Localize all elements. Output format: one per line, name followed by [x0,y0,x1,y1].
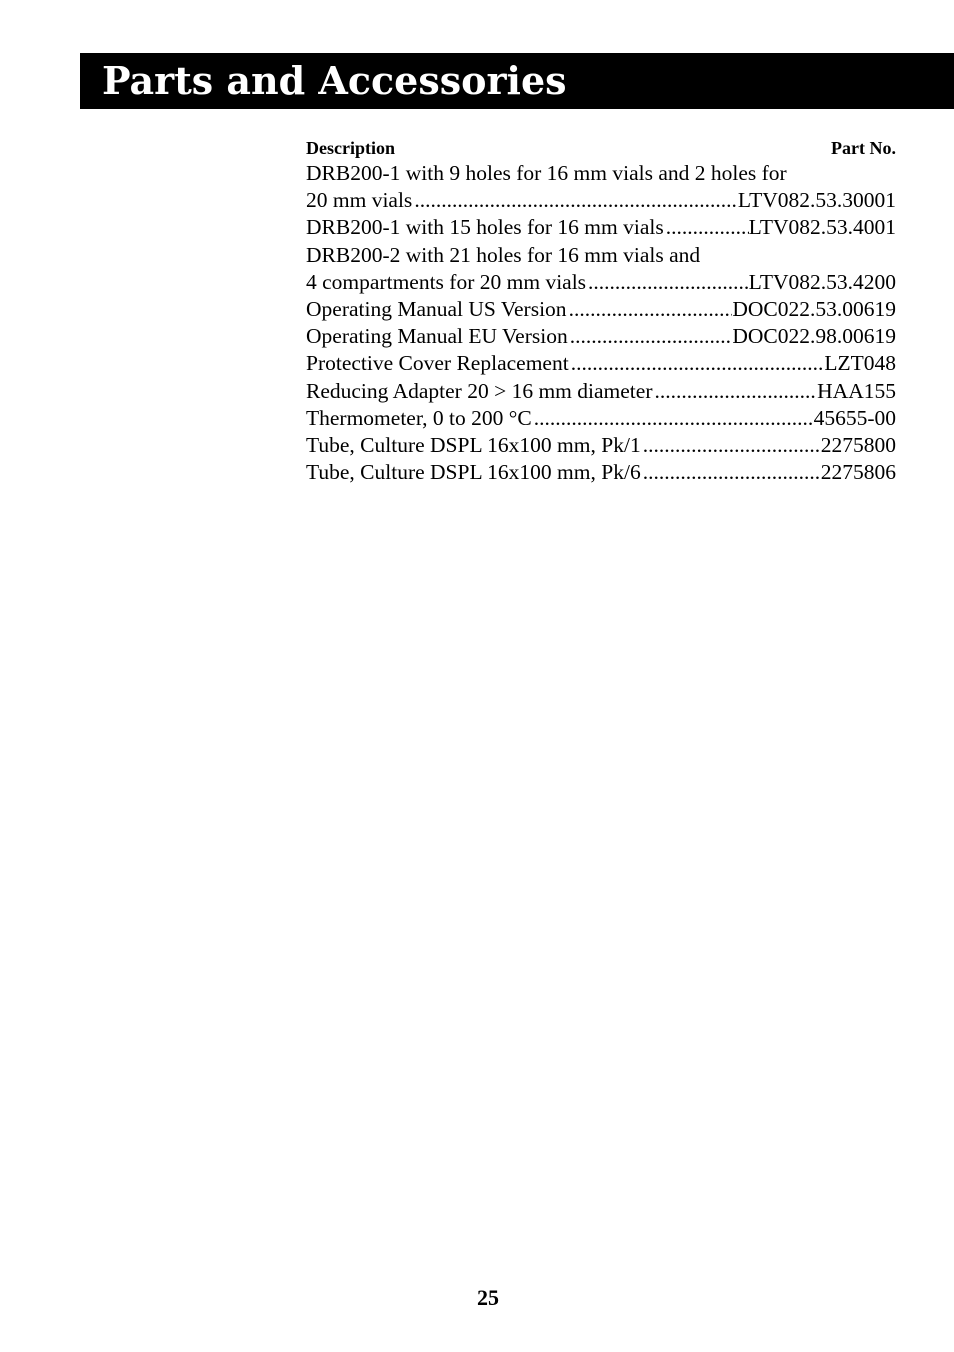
row-first-line [306,242,896,269]
page-title-bar [80,53,954,109]
dot-leader [653,378,818,405]
table-row [306,350,896,377]
row-description: DRB200-1 with 15 holes for 16 mm vials [306,215,664,240]
row-main-line [306,269,896,296]
dot-leader [532,405,814,432]
column-header-part-no: Part No. [831,138,896,158]
dot-leader [569,350,825,377]
row-part-no: 2275806 [820,460,896,485]
table-row [306,214,896,241]
table-row [306,405,896,432]
row-description-line1: DRB200-1 with 9 holes for 16 mm vials and 2 holes for [306,161,787,185]
row-description: Reducing Adapter 20 > 16 mm diameter [306,378,653,403]
dot-leader [586,269,749,296]
row-part-no: LTV082.53.4200 [748,269,896,294]
row-main-line [306,296,896,323]
parts-table [306,136,896,486]
dot-leader [641,432,821,459]
table-row [306,378,896,405]
table-header [306,136,896,160]
table-row [306,459,896,486]
row-main-line [306,459,896,486]
row-main-line [306,214,896,241]
dot-leader [641,459,821,486]
row-description: Operating Manual US Version [306,296,567,321]
column-header-description: Description [306,138,395,158]
row-first-line [306,160,896,187]
row-part-no: HAA155 [817,378,896,403]
page-number: 25 [477,1285,499,1310]
row-main-line [306,378,896,405]
row-description: 20 mm vials [306,188,413,213]
dot-leader [664,214,749,241]
row-part-no: DOC022.98.00619 [732,324,896,349]
table-row [306,323,896,350]
row-description: Tube, Culture DSPL 16x100 mm, Pk/1 [306,432,641,457]
row-part-no: LTV082.53.4001 [748,215,896,240]
row-part-no: LTV082.53.30001 [737,188,896,213]
row-description-line1: DRB200-2 with 21 holes for 16 mm vials and [306,242,701,267]
row-main-line [306,432,896,459]
row-description: Thermometer, 0 to 200 °C [306,405,532,430]
row-part-no: 45655-00 [813,405,896,430]
row-part-no: 2275800 [820,432,896,457]
row-description: Operating Manual EU Version [306,324,568,349]
row-description: Protective Cover Replacement [306,351,569,376]
dot-leader [568,323,733,350]
row-main-line [306,405,896,432]
row-part-no: LZT048 [824,351,896,376]
row-main-line [306,323,896,350]
table-row [306,242,896,296]
table-row [306,160,896,214]
dot-leader [567,296,733,323]
row-description: 4 compartments for 20 mm vials [306,269,587,294]
page-title: Parts and Accessories [102,58,567,103]
table-row [306,432,896,459]
row-main-line [306,187,896,214]
row-description: Tube, Culture DSPL 16x100 mm, Pk/6 [306,460,641,485]
row-part-no: DOC022.53.00619 [732,296,896,321]
row-main-line [306,350,896,377]
table-row [306,296,896,323]
dot-leader [412,187,738,214]
